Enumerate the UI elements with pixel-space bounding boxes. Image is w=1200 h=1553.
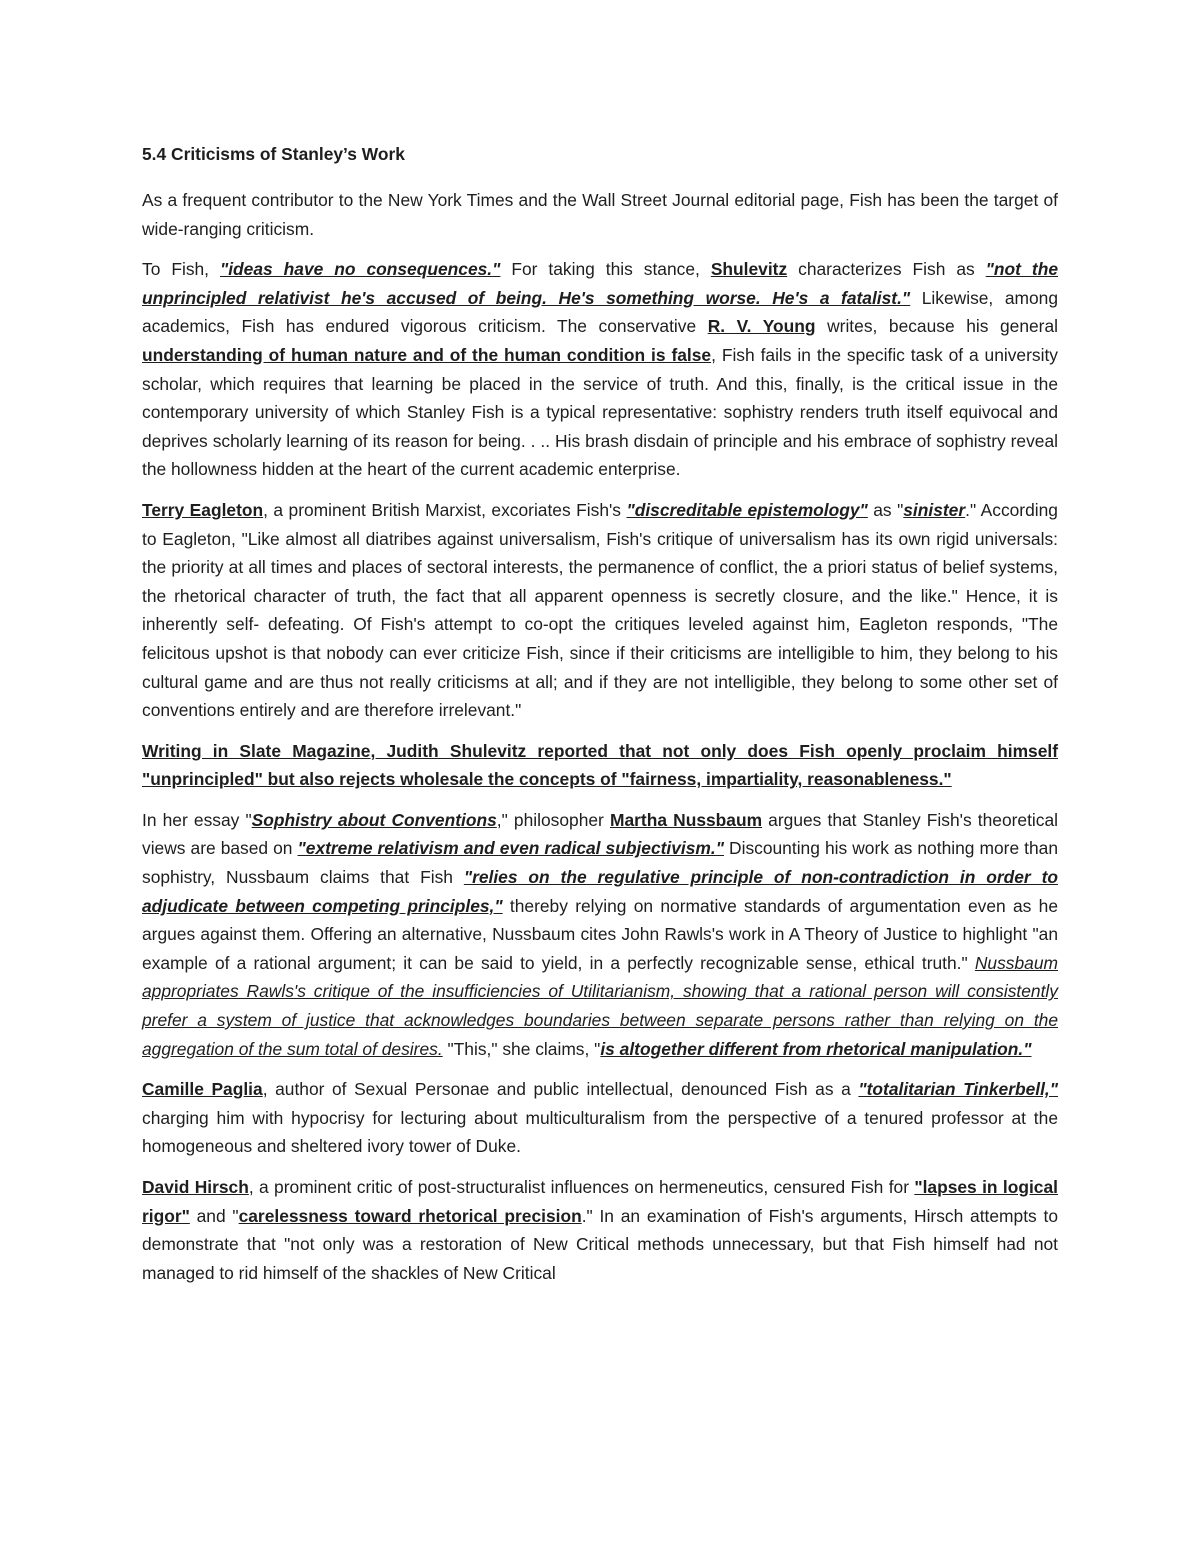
text-run: thereby relying on normative standards of argumentation even as he argues against them. Offering an alternative, Nussbaum cites John Rawls's work in A Theory of Justice to highlight "an example of a rational argument; it can be said to yield, in a perfectly recognizable sense, ethical truth." xyxy=(142,895,1058,973)
text-run: ." In an examination of Fish's arguments, Hirsch attempts to demonstrate that "not only was a restoration of New Critical methods unnecessary, but that Fish himself had not managed to rid himself of the shackles of New Critical xyxy=(142,1205,1059,1283)
text-run: as " xyxy=(867,499,904,520)
slate-statement: Writing in Slate Magazine, Judith Shulevitz reported that not only does Fish openly proclaim himself "unprincipled" but also rejects wholesale the concepts of "fairness, impartiality, reasonableness." xyxy=(142,740,1058,790)
quote-regulative-principle: "relies on the regulative principle of non-contradiction in order to adjudicate between competing principles," xyxy=(142,867,1058,916)
text-run: ." According to Eagleton, "Like almost all diatribes against universalism, Fish's critique of universalism has its own rigid universals: the priority at all times and places of sectoral interests, the permanence of conflict, the a priori status of belief systems, the rhetorical character of truth, the fact that all apparent openness is secretly closure, and the like." Hence, it is inherently self- defeating. Of Fish's attempt to co-opt the critiques leveled against him, Eagleton responds, "The felicitous upshot is that nobody can ever criticize Fish, since if their criticisms are intelligible to him, they belong to his cultural game and are thus not really criticisms at all; and if they are not intelligible, they belong to some other set of conventions entirely and are therefore irrelevant." xyxy=(142,499,1058,721)
document-page xyxy=(142,140,1058,1299)
text-run: , a prominent critic of post-structuralist influences on hermeneutics, censured Fish for xyxy=(248,1177,915,1197)
paragraph-paglia xyxy=(142,1075,1058,1161)
quote-logical-rigor: "lapses in logical rigor" xyxy=(142,1177,1058,1226)
essay-title: Sophistry about Conventions xyxy=(251,809,497,830)
paragraph-shulevitz-young xyxy=(142,255,1058,484)
quote-human-nature: understanding of human nature and of the human condition is false xyxy=(142,344,712,365)
text-run: Discounting his work as nothing more than sophistry, Nussbaum claims that Fish xyxy=(142,838,1059,888)
text-run: As a frequent contributor to the New York Times and the Wall Street Journal editorial page, Fish has been the target of wide-ranging criticism. xyxy=(142,190,1058,239)
section-heading: 5.4 Criticisms of Stanley’s Work xyxy=(142,144,405,164)
text-run: For taking this stance, xyxy=(500,259,711,280)
paragraph-slate xyxy=(142,737,1058,794)
paragraph-nussbaum xyxy=(142,806,1058,1063)
text-run: ," philosopher xyxy=(496,809,610,830)
text-run: "This," she claims, " xyxy=(442,1038,601,1059)
quote-fatalist: "not the unprincipled relativist he's accused of being. He's something worse. He's a fatalist." xyxy=(142,259,1059,308)
name-camille-paglia: Camille Paglia xyxy=(142,1079,263,1100)
text-run: , author of Sexual Personae and public intellectual, denounced Fish as a xyxy=(262,1079,859,1100)
text-run: , Fish fails in the specific task of a university scholar, which requires that learning be placed in the service of truth. And this, finally, is the critical issue in the contemporary university of which Stanley Fish is a typical representative: sophistry renders truth itself equivocal and deprives scholarly learning of its reason for being. . .. His brash disdain of principle and his embrace of sophistry reveal the hollowness hidden at the heart of the current academic enterprise. xyxy=(142,344,1058,480)
text-run: To Fish, xyxy=(142,259,220,280)
quote-totalitarian-tinkerbell: "totalitarian Tinkerbell," xyxy=(858,1079,1059,1100)
name-terry-eagleton: Terry Eagleton xyxy=(142,499,264,520)
name-david-hirsch: David Hirsch xyxy=(142,1177,249,1197)
text-run: writes, because his general xyxy=(815,316,1058,337)
text-run: , a prominent British Marxist, excoriates Fish's xyxy=(263,499,627,520)
quote-ideas-no-consequences: "ideas have no consequences." xyxy=(219,259,501,280)
paragraph-hirsch xyxy=(142,1173,1058,1287)
quote-sinister: sinister xyxy=(903,499,966,520)
text-run: and " xyxy=(189,1205,239,1226)
paragraph-intro xyxy=(142,186,1058,243)
text-run: charging him with hypocrisy for lecturing about multiculturalism from the perspective of a tenured professor at the homogeneous and sheltered ivory tower of Duke. xyxy=(142,1107,1058,1157)
name-shulevitz: Shulevitz xyxy=(710,259,788,280)
text-run: Likewise, among academics, Fish has endured vigorous criticism. The conservative xyxy=(142,287,1058,337)
name-martha-nussbaum: Martha Nussbaum xyxy=(609,809,763,830)
text-run: argues that Stanley Fish's theoretical views are based on xyxy=(142,809,1059,859)
paragraph-eagleton xyxy=(142,496,1058,725)
rawls-critique: Nussbaum appropriates Rawls's critique of the insufficiencies of Utilitarianism, showing that a rational person will consistently prefer a system of justice that acknowledges boundaries between separate persons rather than relying on the aggregation of the sum total of desires. xyxy=(142,952,1058,1059)
name-rv-young: R. V. Young xyxy=(707,316,816,337)
text-run: characterizes Fish as xyxy=(787,259,986,280)
quote-rhetorical-precision: carelessness toward rhetorical precision xyxy=(238,1205,582,1226)
quote-rhetorical-manipulation: is altogether different from rhetorical manipulation." xyxy=(600,1038,1032,1059)
text-run: In her essay " xyxy=(142,809,252,830)
quote-discreditable-epistemology: "discreditable epistemology" xyxy=(626,499,868,520)
quote-extreme-relativism: "extreme relativism and even radical subjectivism." xyxy=(297,838,724,859)
